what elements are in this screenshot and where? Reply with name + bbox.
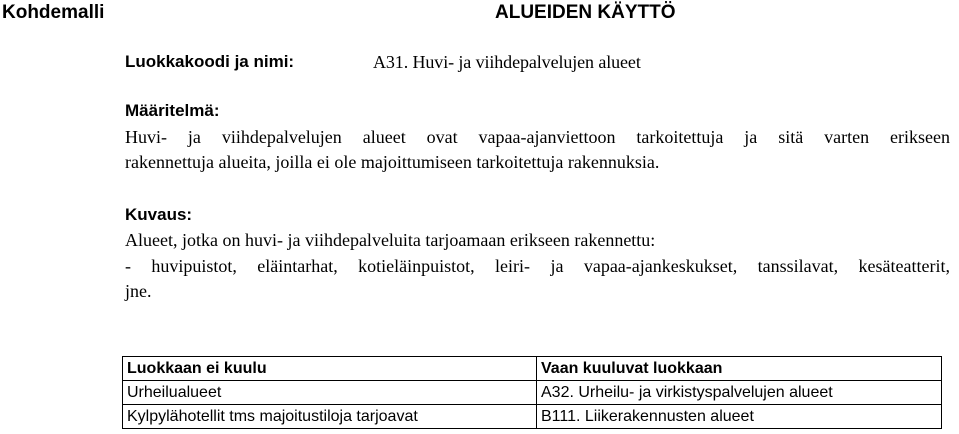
description-heading: Kuvaus: xyxy=(125,205,193,224)
table-row xyxy=(123,405,942,429)
excluded-cell: Urheilualueet xyxy=(123,381,537,405)
definition-heading: Määritelmä: xyxy=(125,101,220,120)
definition-line: Huvi- ja viihdepalvelujen alueet ovat vapaa-ajanviettoon tarkoitettuja ja sitä varten erikseen xyxy=(125,127,950,147)
class-code-value: A31. Huvi- ja viihdepalvelujen alueet xyxy=(373,52,641,72)
page-title: ALUEIDEN KÄYTTÖ xyxy=(495,2,676,23)
table-row xyxy=(123,381,942,405)
class-code-label: Luokkakoodi ja nimi: xyxy=(125,52,295,71)
table-header-row xyxy=(123,357,942,381)
included-cell: B111. Liikerakennusten alueet xyxy=(537,405,942,429)
description-line: jne. xyxy=(125,281,152,301)
included-header: Vaan kuuluvat luokkaan xyxy=(537,357,942,381)
excluded-cell: Kylpylähotellit tms majoitustiloja tarjoavat xyxy=(123,405,537,429)
description-line: Alueet, jotka on huvi- ja viihdepalveluita tarjoamaan erikseen rakennettu: xyxy=(125,230,656,250)
description-line: - huvipuistot, eläintarhat, kotieläinpuistot, leiri- ja vapaa-ajankeskukset, tanssilavat, kesäteatterit, xyxy=(125,256,950,276)
excluded-header: Luokkaan ei kuulu xyxy=(123,357,537,381)
definition-line: rakennettuja alueita, joilla ei ole majoittumiseen tarkoitettuja rakennuksia. xyxy=(125,152,660,172)
classification-table xyxy=(122,356,942,429)
included-cell: A32. Urheilu- ja virkistyspalvelujen alueet xyxy=(537,381,942,405)
document-type-label: Kohdemalli xyxy=(2,2,105,23)
